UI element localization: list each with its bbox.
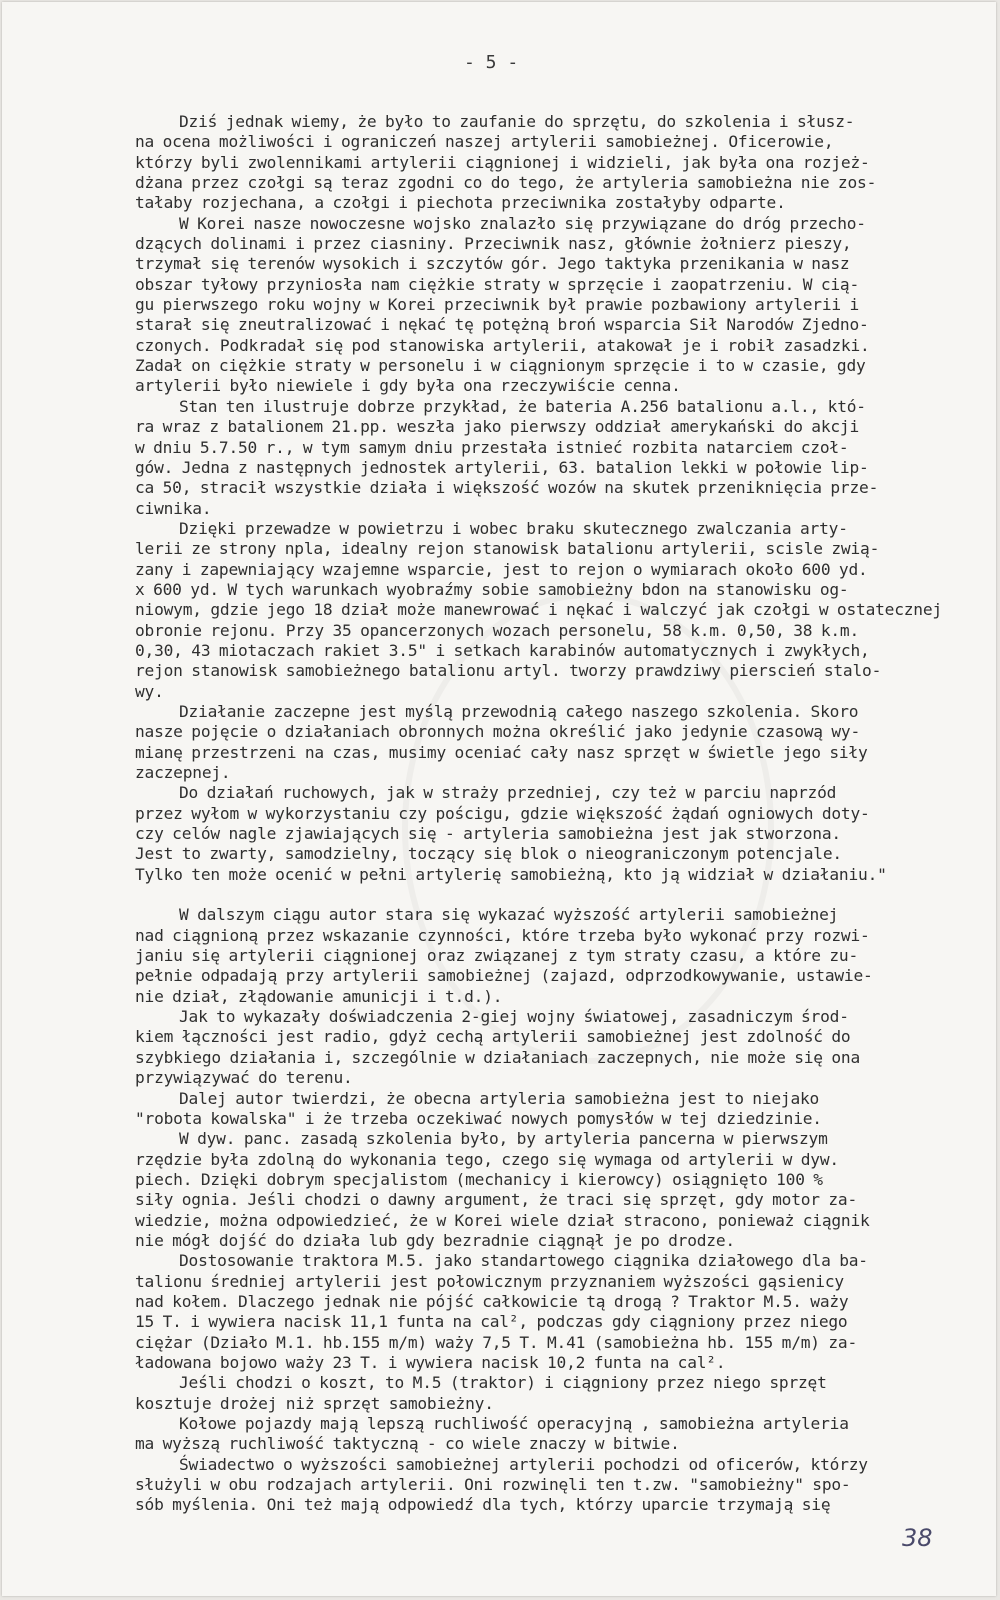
text-line: nad ciągnioną przez wskazanie czynności, które trzeba było wykonać przy rozwi- [135,925,870,945]
text-line: piech. Dzięki dobrym specjalistom (mechanicy i kierowcy) osiągnięto 100 % [135,1169,823,1189]
text-line: Stan ten ilustruje dobrze przykład, że bateria A.256 batalionu a.l., któ- [179,396,866,416]
text-line: wiedzie, można odpowiedzieć, że w Korei wiele dział stracono, ponieważ ciągnik [135,1210,870,1230]
text-line: zaczepnej. [135,763,231,782]
text-line: służyli w obu rodzajach artylerii. Oni rozwinęli ten t.zw. "samobieżny" spo- [135,1475,851,1495]
text-line: wy. [135,681,164,701]
text-line: gu pierwszego roku wojny w Korei przeciwnik był prawie pozbawiony artylerii i [135,295,860,315]
handwritten-folio-number: 38 [902,1524,933,1552]
text-line: kosztuje drożej niż sprzęt samobieżny. [135,1393,494,1413]
page-number: - 5 - [464,52,519,73]
text-line: artylerii było niewiele i gdy była ona rzeczywiście cenna. [135,376,681,396]
document-page [2,2,996,1596]
text-line: Dalej autor twierdzi, że obecna artyleria samobieżna jest to niejako [179,1088,820,1108]
text-line: rzędzie była zdolną do wykonania tego, czego się wymaga od artylerii w dyw. [135,1149,839,1169]
text-line: W Korei nasze nowoczesne wojsko znalazło się przywiązane do dróg przecho- [179,213,866,233]
text-line: "robota kowalska" i że trzeba oczekiwać nowych pomysłów w tej dziedzinie. [135,1108,822,1128]
text-line: 15 T. i wywiera nacisk 11,1 funta na cal², podczas gdy ciągniony przez niego [135,1312,848,1332]
text-line: siły ognia. Jeśli chodzi o dawny argument, że traci się sprzęt, gdy motor za- [135,1190,858,1210]
text-line: tałaby rozjechana, a czołgi i piechota przeciwnika zostałyby odparte. [135,193,786,213]
text-line: ra wraz z batalionem 21.pp. weszła jako pierwszy oddział amerykański do akcji [135,417,860,437]
text-line: x 600 yd. W tych warunkach wyobraźmy sobie samobieżny bdon na stanowisku og- [135,579,849,599]
text-line: Działanie zaczepne jest myślą przewodnią całego naszego szkolenia. Skoro [179,701,859,721]
text-line: ciężar (Działo M.1. hb.155 m/m) waży 7,5 T. M.41 (samobieżna hb. 155 m/m) za- [135,1332,858,1352]
text-line: w dniu 5.7.50 r., w tym samym dniu przestała istnieć rozbita natarciem czoł- [135,437,849,457]
text-line: mianę przestrzeni na czas, musimy oceniać cały nasz sprzęt w świetle jego siły [135,742,868,762]
text-line: obronie rejonu. Przy 35 opancerzonych wozach personelu, 58 k.m. 0,50, 38 k.m. [135,620,860,640]
text-line: przywiązywać do terenu. [135,1068,353,1088]
document-body-text [135,112,942,1516]
text-line: Dostosowanie traktora M.5. jako standartowego ciągnika działowego dla ba- [179,1251,868,1271]
text-line: gów. Jedna z następnych jednostek artylerii, 63. batalion lekki w połowie lip- [135,457,869,477]
text-line: Kołowe pojazdy mają lepszą ruchliwość operacyjną , samobieżna artyleria [179,1414,849,1433]
text-line: nad kołem. Dlaczego jednak nie pójść całkowicie tą drogą ? Traktor M.5. waży [135,1291,849,1311]
text-line: nasze pojęcie o działaniach obronnych można określić jako jedynie czasową wy- [135,722,861,742]
text-line: zany i zapewniający wzajemne wsparcie, jest to rejon o wymiarach około 600 yd. [135,559,868,579]
text-line: ma wyższą ruchliwość taktyczną - co wiele znaczy w bitwie. [135,1434,680,1454]
text-line: obszar tyłowy przyniosła nam ciężkie straty w sprzęcie i zaopatrzeniu. W cią- [135,274,860,294]
text-line: starał się zneutralizować i nękać tę potężną broń wsparcia Sił Narodów Zjedno- [135,315,869,335]
text-line: rejon stanowisk samobieżnego batalionu artyl. tworzy prawdziwy pierscień stalo- [135,661,882,681]
text-line: niowym, gdzie jego 18 dział może manewrować i nękać i walczyć jak czołgi w ostatecznej [135,600,942,620]
text-line: W dyw. panc. zasadą szkolenia było, by artyleria pancerna w pierwszym [179,1129,828,1149]
text-line [135,885,925,905]
text-line: W dalszym ciągu autor stara się wykazać wyższość artylerii samobieżnej [179,905,839,925]
text-line: Jak to wykazały doświadczenia 2-giej wojny światowej, zasadniczym środ- [179,1007,849,1027]
text-line: Jeśli chodzi o koszt, to M.5 (traktor) i ciągniony przez niego sprzęt [179,1373,827,1393]
text-line: 0,30, 43 miotaczach rakiet 3.5" i setkach karabinów automatycznych i zwykłych, [135,640,870,660]
text-line: kiem łączności jest radio, gdyż cechą artylerii samobieżnej jest zdolność do [135,1027,851,1047]
text-line: dzących dolinami i przez ciasniny. Przeciwnik nasz, głównie żołnierz pieszy, [135,234,852,254]
text-line: dżana przez czołgi są teraz zgodni co do tego, że artyleria samobieżna nie zos- [135,173,877,193]
text-line: janiu się artylerii ciągnionej oraz związanej z tym straty czasu, a które zu- [135,946,859,966]
text-line: czonych. Podkradał się pod stanowiska artylerii, atakował je i robił zasadzki. [135,335,870,355]
text-line: Dziś jednak wiemy, że było to zaufanie do sprzętu, do szkolenia i słusz- [179,112,855,131]
text-line: Zadał on ciężkie straty w personelu i w ciągnionym sprzęcie i to w czasie, gdy [135,356,866,376]
text-line: Świadectwo o wyższości samobieżnej artylerii pochodzi od oficerów, którzy [179,1454,868,1474]
text-line: lerii ze strony npla, idealny rejon stanowisk batalionu artylerii, scisle zwią- [135,539,880,559]
text-line: ciwnika. [135,498,212,518]
text-line: na ocena możliwości i ograniczeń naszej artylerii samobieżnej. Oficerowie, [135,132,834,152]
text-line: Do działań ruchowych, jak w straży przedniej, czy też w parciu naprzód [179,783,837,803]
text-line: sób myślenia. Oni też mają odpowiedź dla tych, którzy uparcie trzymają się [135,1495,831,1515]
text-line: trzymał się terenów wysokich i szczytów gór. Jego taktyka przenikania w nasz [135,254,850,274]
text-line: Tylko ten może ocenić w pełni artylerię samobieżną, kto ją widział w działaniu." [135,864,887,884]
text-line: ładowana bojowo waży 23 T. i wywiera nacisk 10,2 funta na cal². [135,1352,726,1372]
text-line: szybkiego działania i, szczególnie w działaniach zaczepnych, nie może się ona [135,1047,861,1067]
text-line: którzy byli zwolennikami artylerii ciągnionej i widzieli, jak była ona rozjeż- [135,152,870,172]
text-line: Jest to zwarty, samodzielny, toczący się blok o nieograniczonym potencjale. [135,844,842,864]
text-line: talionu średniej artylerii jest połowicznym przyznaniem wyższości gąsienicy [135,1271,844,1291]
text-line: ca 50, stracił wszystkie działa i większość wozów na skutek przeniknięcia prze- [135,478,879,498]
text-line: nie dział, złądowanie amunicji i t.d.). [135,986,503,1006]
text-line: przez wyłom w wykorzystaniu czy pościgu, gdzie większość żądań ogniowych doty- [135,803,870,823]
text-line: Dzięki przewadze w powietrzu i wobec braku skutecznego zwalczania arty- [179,518,848,538]
text-line: nie mógł dojść do działa lub gdy bezradnie ciągnął je po drodze. [135,1230,735,1250]
text-line: pełnie odpadają przy artylerii samobieżnej (zajazd, odprzodkowywanie, ustawie- [135,966,873,986]
text-line: czy celów nagle zjawiających się - artyleria samobieżna jest jak stworzona. [135,824,841,844]
